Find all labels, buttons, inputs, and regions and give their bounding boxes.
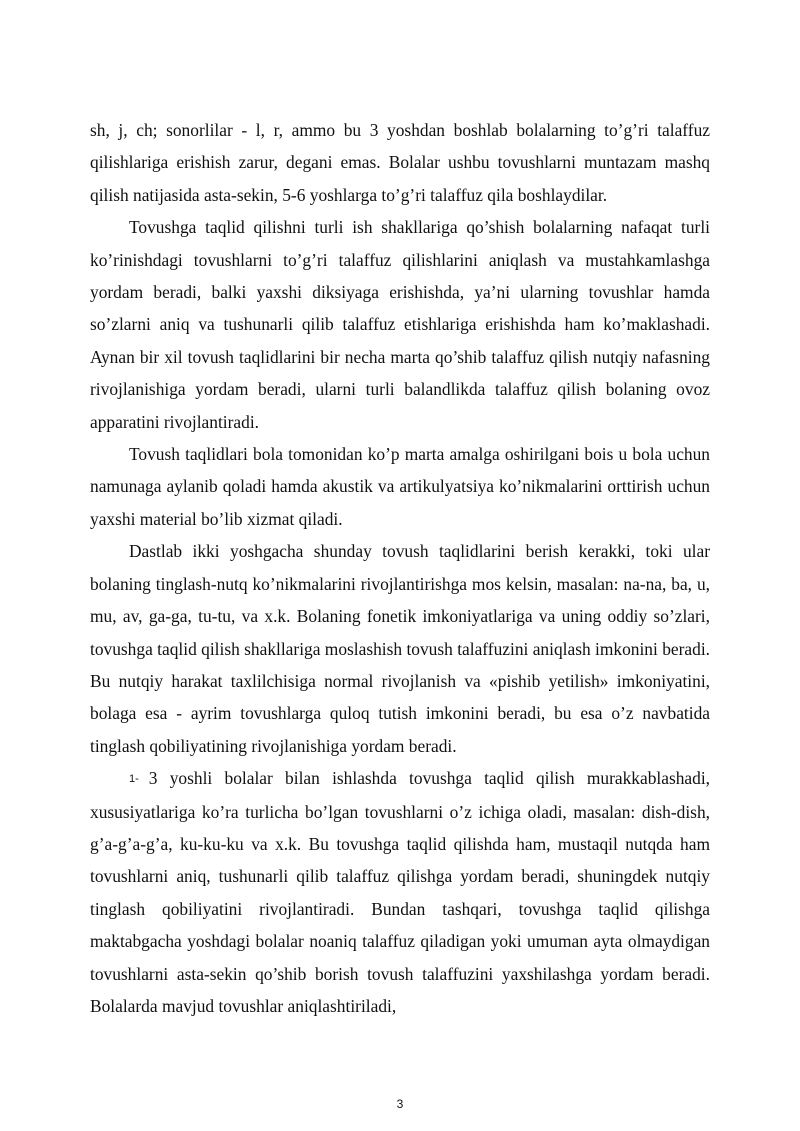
paragraph-4-text: Dastlab ikki yoshgacha shunday tovush taqlidlarini berish kerakki, toki ular bolaning tinglash-nutq ko’nikmalarini rivojlantirishga mos kelsin, masalan: na-na, ba, u, mu, av, ga-ga, tu-tu, va x.k. Bolaning fonetik imkoniyatlariga va uning oddiy so’zlari, tovushga taqlid qilish shakllariga moslashish tovush talaffuzini aniqlash imkonini beradi. Bu nutqiy harakat taxlilchisiga normal rivojlanish va «pishib yetilish» imkoniyatini, bolaga esa - ayrim tovushlarga quloq tutish imkonini beradi, bu esa o’z navbatida tinglash qobiliyatining rivojlanishiga yordam beradi. [90, 541, 710, 756]
paragraph-1 [90, 114, 710, 211]
paragraph-2 [90, 211, 710, 438]
paragraph-3 [90, 438, 710, 535]
paragraph-1-text: sh, j, ch; sonorlilar - l, r, ammo bu 3 yoshdan boshlab bolalarning to’g’ri talaffuz qilishlariga erishish zarur, degani emas. Bolalar ushbu tovushlarni muntazam mashq qilish natijasida asta-sekin, 5-6 yoshlarga to’g’ri talaffuz qila boshlaydilar. [90, 120, 710, 205]
paragraph-2-text: Tovushga taqlid qilishni turli ish shakllariga qo’shish bolalarning nafaqat turli ko’rinishdagi tovushlarni to’g’ri talaffuz qilishlarini aniqlash va mustahkamlashga yordam beradi, balki yaxshi diksiyaga erishishda, ya’ni ularning tovushlar hamda so’zlarni aniq va tushunarli qilib talaffuz etishlariga erishishda ham ko’maklashadi. Aynan bir xil tovush taqlidlarini bir necha marta qo’shib talaffuz qilish nutqiy nafasning rivojlanishiga yordam beradi, ularni turli balandlikda talaffuz qilish bolaning ovoz apparatini rivojlantiradi. [90, 217, 710, 432]
paragraph-3-text: Tovush taqlidlari bola tomonidan ko’p marta amalga oshirilgani bois u bola uchun namunaga aylanib qoladi hamda akustik va artikulyatsiya ko’nikmalarini orttirish uchun yaxshi material bo’lib xizmat qiladi. [90, 444, 710, 529]
paragraph-5 [90, 762, 710, 1022]
paragraph-4 [90, 535, 710, 762]
paragraph-5-text: 3 yoshli bolalar bilan ishlashda tovushga taqlid qilish murakkablashadi, xususiyatlariga ko’ra turlicha bo’lgan tovushlarni o’z ichiga oladi, masalan: dish-dish, g’a-g’a-g’a, ku-ku-ku va x.k. Bu tovushga taqlid qilishda ham, mustaqil nutqda ham tovushlarni aniq, tushunarli qilib talaffuz qilishga yordam beradi, shuningdek nutqiy tinglash qobiliyatini rivojlantiradi. Bundan tashqari, tovushga taqlid qilishga maktabgacha yoshdagi bolalar noaniq talaffuz qiladigan yoki umuman ayta olmaydigan tovushlarni asta-sekin qo’shib borish tovush talaffuzini yaxshilashga yordam beradi. Bolalarda mavjud tovushlar aniqlashtiriladi, [90, 768, 710, 1016]
body-text [90, 114, 710, 1022]
page-number: 3 [396, 1097, 404, 1111]
list-number-marker: 1- [129, 773, 139, 786]
